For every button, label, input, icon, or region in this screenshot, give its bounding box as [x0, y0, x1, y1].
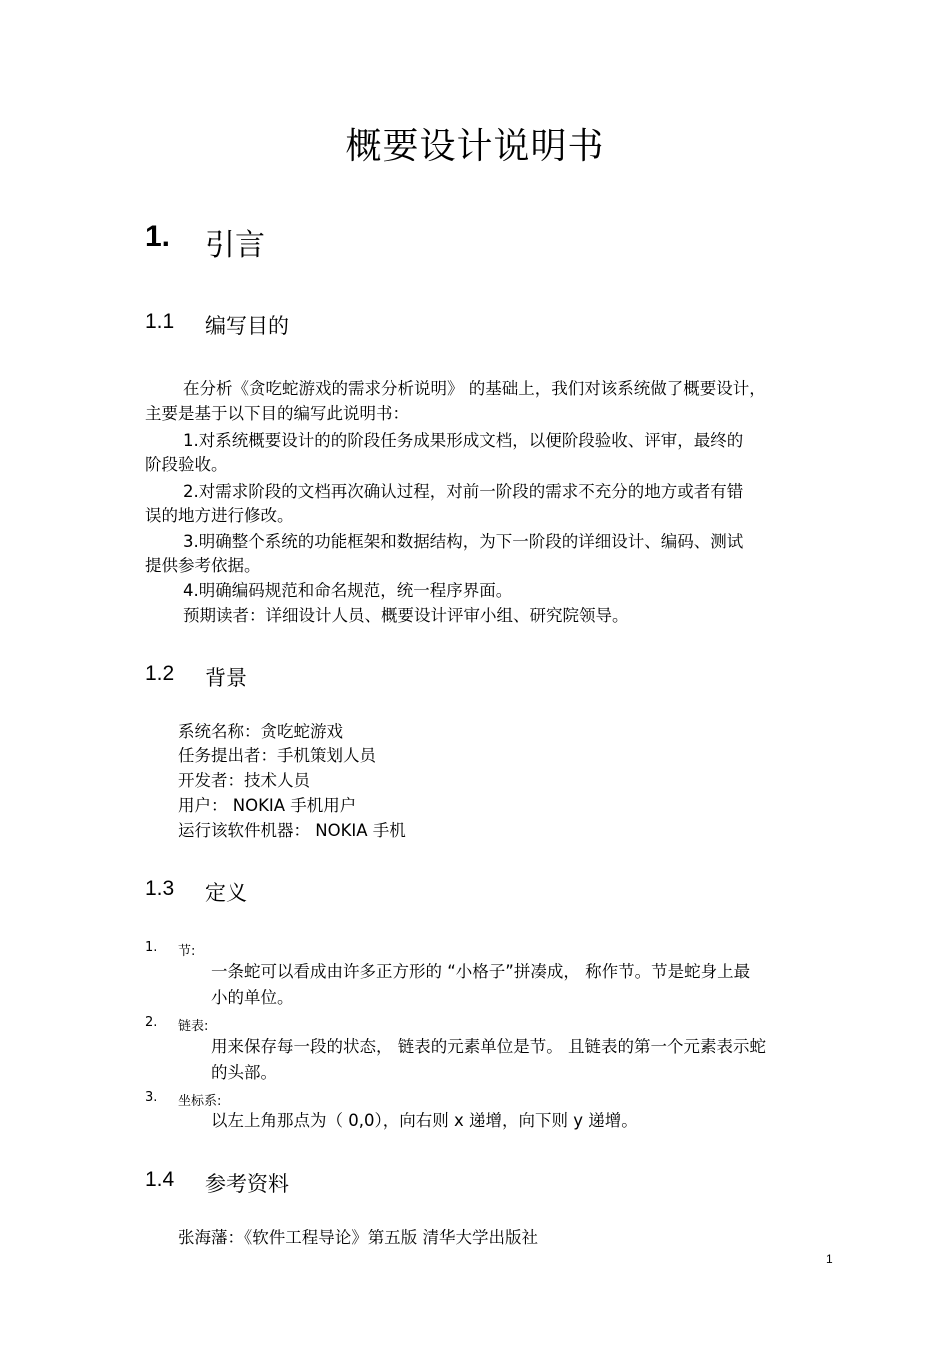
background-line: 任务提出者：手机策划人员 [178, 746, 376, 765]
expected-readers: 预期读者：详细设计人员、概要设计评审小组、研究院领导。 [183, 606, 629, 625]
reference-entry: 张海藩：《软件工程导论》第五版 清华大学出版社 [178, 1228, 538, 1247]
section-1-3-title: 定义 [205, 881, 247, 905]
purpose-item-1-cont: 阶段验收。 [145, 455, 228, 474]
definition-desc-cont: 的头部。 [211, 1063, 277, 1082]
background-line: 开发者：技术人员 [178, 771, 310, 790]
definition-number: 3. [145, 1090, 158, 1105]
section-1-3-number: 1.3 [145, 877, 175, 900]
background-line: 用户： NOKIA 手机用户 [178, 796, 357, 815]
section-1-1-number: 1.1 [145, 310, 175, 333]
definition-term: 节: [178, 944, 196, 959]
document-title: 概要设计说明书 [345, 126, 605, 167]
section-1-2-title: 背景 [205, 666, 247, 690]
section-1-title: 引言 [205, 228, 265, 263]
definition-number: 1. [145, 940, 158, 955]
definition-desc: 一条蛇可以看成由许多正方形的 “小格子”拼凑成， 称作节。节是蛇身上最 [211, 962, 751, 981]
background-line: 系统名称：贪吃蛇游戏 [178, 722, 343, 741]
background-line: 运行该软件机器： NOKIA 手机 [178, 821, 406, 840]
section-1-2-number: 1.2 [145, 662, 175, 685]
definition-number: 2. [145, 1015, 158, 1030]
purpose-item-2-cont: 误的地方进行修改。 [145, 506, 294, 525]
page-number: 1 [826, 1252, 833, 1266]
purpose-item-3: 3.明确整个系统的功能框架和数据结构，为下一阶段的详细设计、编码、测试 [183, 532, 744, 551]
purpose-item-1: 1.对系统概要设计的的阶段任务成果形成文档，以便阶段验收、评审，最终的 [183, 431, 744, 450]
purpose-paragraph-line: 在分析《贪吃蛇游戏的需求分析说明》 的基础上，我们对该系统做了概要设计， [183, 379, 766, 398]
section-1-number: 1. [145, 220, 171, 253]
definition-desc-cont: 小的单位。 [211, 988, 294, 1007]
section-1-4-number: 1.4 [145, 1168, 175, 1191]
definition-term: 坐标系: [178, 1094, 222, 1109]
purpose-item-3-cont: 提供参考依据。 [145, 556, 261, 575]
section-1-1-title: 编写目的 [205, 314, 289, 338]
definition-desc: 用来保存每一段的状态， 链表的元素单位是节。 且链表的第一个元素表示蛇 [211, 1037, 766, 1056]
purpose-item-4: 4.明确编码规范和命名规范，统一程序界面。 [183, 581, 513, 600]
section-1-4-title: 参考资料 [205, 1172, 289, 1196]
purpose-item-2: 2.对需求阶段的文档再次确认过程，对前一阶段的需求不充分的地方或者有错 [183, 482, 744, 501]
purpose-paragraph-line: 主要是基于以下目的编写此说明书： [145, 404, 409, 423]
definition-desc: 以左上角那点为（ 0,0），向右则 x 递增，向下则 y 递增。 [211, 1111, 638, 1130]
definition-term: 链表: [178, 1019, 209, 1034]
